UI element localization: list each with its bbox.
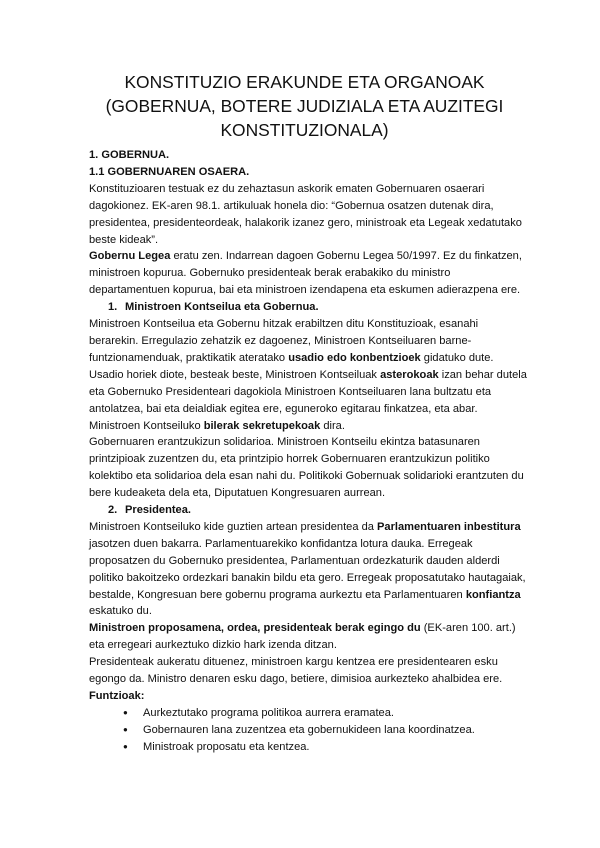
paragraph-erantzukizuna: Gobernuaren erantzukizun solidarioa. Ministroen Kontseilu ekintza batasunaren printzipioak zuzentzen du, eta printzipio horrek Gobernuaren erantzukizun politiko kolektibo eta solidarioa dela esan nahi du. Politikoki Gobernuak solidarioki erantzuten du bere kudeaketa dela eta, Diputatuen Kongresuaren aurrean.: [89, 436, 524, 500]
bold-gobernu-legea: Gobernu Legea: [89, 250, 171, 263]
paragraph-gobernu-legea: [89, 248, 530, 299]
text-span: izan behar dutela eta Gobernuko Presidenteari dagokiola Ministroen Kontseiluaren lana bultzatu eta antolatzea, bai eta deialdiak egitea ere, eguneroko egitarau finkatzea, eta abar.: [89, 368, 527, 415]
paragraph-kargu-kentzea: Presidenteak aukeratu dituenez, ministroen kargu kentzea ere presidentearen esku egongo da. Ministro denaren esku dago, betiere, dimisioa aurkezteko ahalbidea ere.: [89, 656, 503, 686]
list-item: ● Ministroak proposatu eta kentzea.: [123, 739, 530, 756]
text-span: Ministroen Kontseiluko kide guztien artean presidentea da: [89, 520, 377, 533]
text-span: (EK-aren 100. art.) eta erregeari aurkeztuko dizkio hark izenda ditzan.: [89, 622, 516, 652]
document-title: [69, 70, 540, 142]
text-span: eskatuko du.: [89, 605, 152, 618]
title-line-2: (GOBERNUA, BOTERE JUDIZIALA ETA AUZITEGI: [105, 96, 504, 116]
paragraph-presidentea: [89, 519, 530, 620]
title-line-1: KONSTITUZIO ERAKUNDE ETA ORGANOAK: [124, 72, 485, 92]
paragraph-proposamena: [89, 620, 530, 654]
text-span: jasotzen duen bakarra. Parlamentuarekiko konfidantza lotura dauka. Erregeak proposatzen du Gobernuko presidentea, Parlamentuan ordezkaturik dauden alderdi politiko bakoitzeko ordezkari banakin bildu eta gero. Erregeak proposatutako hautagaiak, bestalde, Kongresuan bere gobernu programa aurkeztu eta Parlamentuaren: [89, 537, 526, 601]
paragraph-bilerak: [89, 418, 530, 435]
title-line-3: KONSTITUZIONALA): [220, 120, 389, 140]
bold-proposamena: Ministroen proposamena, ordea, presidenteak berak egingo du: [89, 622, 421, 635]
section-presidentea: [89, 502, 530, 519]
list-item: ● Gobernauren lana zuzentzea eta gobernukideen lana koordinatzea.: [123, 722, 530, 739]
text-span: gidatuko dute. Usadio horiek diote, besteak beste, Ministroen Kontseiluak: [89, 351, 494, 381]
document-body: [89, 147, 530, 756]
text-span: eratu zen. Indarrean dagoen Gobernu Legea 50/1997. Ez du finkatzen, ministroen kopurua. Gobernuko presidenteak berak erabakiko du ministro departamentuen kopurua, bai eta ministroen izendapena eta eskumen adierazpena ere.: [89, 250, 522, 297]
heading-osaera: 1.1 GOBERNUAREN OSAERA.: [89, 165, 250, 178]
funtzioak-list: [89, 705, 530, 756]
bold-usadio: usadio edo konbentzioek: [288, 351, 421, 364]
text-span: Ministroen Kontseiluko: [89, 419, 204, 432]
section-title: Ministroen Kontseilua eta Gobernua.: [125, 301, 319, 314]
text-span: Ministroen Kontseilua eta Gobernu hitzak erabiltzen ditu Konstituzioak, esanahi berarekin. Erregulazio zehatzik ez dagoenez, Ministroen Kontseiluaren barne-funtzionamenduak, praktikatik ateratako: [89, 318, 479, 364]
bold-bilerak: bilerak sekretupekoak: [203, 419, 321, 432]
bold-konfiantza: konfiantza: [465, 588, 521, 601]
section-title: Presidentea.: [125, 504, 191, 517]
section-number: 2.: [108, 504, 118, 517]
bold-asterokoak: asterokoak: [380, 368, 439, 381]
text-span: dira.: [320, 419, 345, 432]
heading-funtzioak: Funtzioak:: [89, 690, 145, 702]
section-ministroen-kontseilua: [89, 299, 530, 316]
section-number: 1.: [108, 301, 118, 314]
heading-gobernua: 1. GOBERNUA.: [89, 149, 170, 161]
bold-inbestitura: Parlamentuaren inbestitura: [377, 520, 521, 533]
paragraph-osaera: Konstituzioaren testuak ez du zehaztasun askorik ematen Gobernuaren osaerari dagokionez. EK-aren 98.1. artikuluak honela dio: “Gobernua osatzen dutenak dira, presidentea, presidenteordeak, halakorik izanez gero, ministroak eta Legeak xedatutako beste kideak”.: [89, 182, 522, 246]
list-item: ● Aurkeztutako programa politikoa aurrera eramatea.: [123, 705, 530, 722]
paragraph-kontseilua: [89, 316, 530, 417]
